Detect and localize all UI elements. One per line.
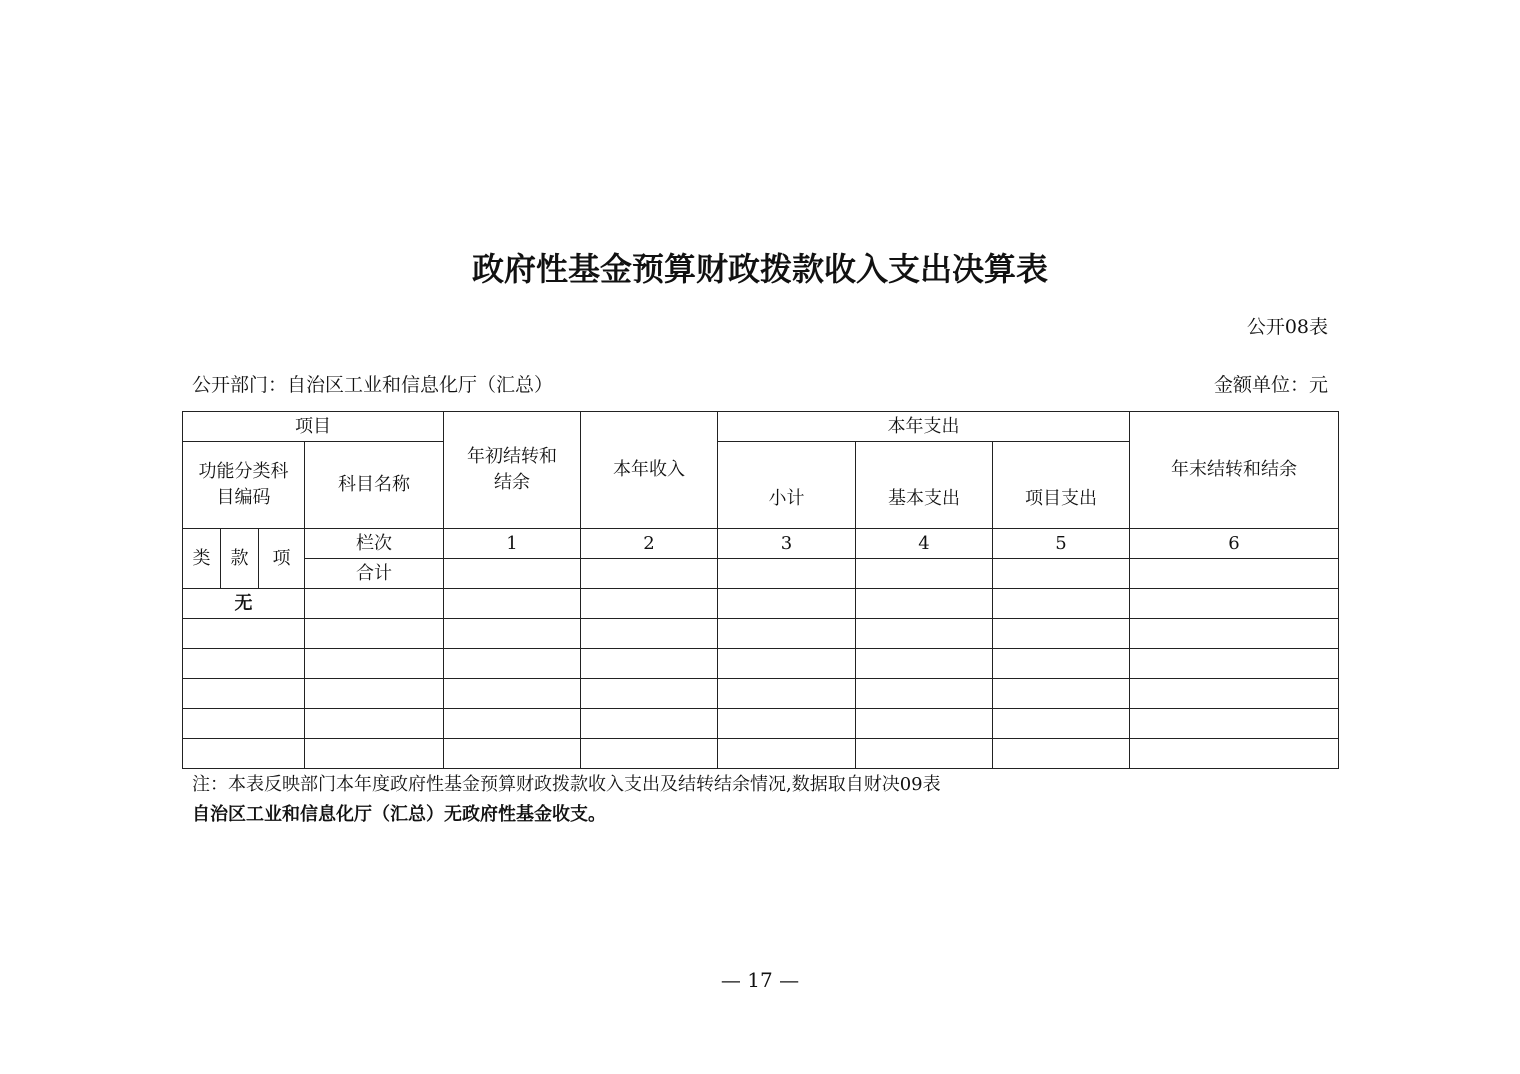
table-cell [856, 709, 993, 739]
table-cell [718, 709, 856, 739]
table-cell [444, 589, 581, 619]
header-kuan: 款 [221, 529, 259, 589]
table-cell [718, 589, 856, 619]
row-name [305, 679, 444, 709]
table-cell [856, 679, 993, 709]
header-func-code: 功能分类科目编码 [183, 442, 305, 529]
table-cell [581, 679, 718, 709]
table-cell [718, 649, 856, 679]
table-cell [444, 619, 581, 649]
table-cell [856, 559, 993, 589]
column-number-label: 栏次 [305, 529, 444, 559]
row-code [183, 619, 305, 649]
total-row [183, 559, 1339, 589]
table-cell [1130, 679, 1339, 709]
header-xiang: 项 [259, 529, 305, 589]
table-cell [993, 649, 1130, 679]
row-name [305, 739, 444, 769]
table-cell [993, 619, 1130, 649]
fund-table [182, 411, 1339, 769]
table-row [183, 709, 1339, 739]
table-cell [856, 589, 993, 619]
table-note: 注：本表反映部门本年度政府性基金预算财政拨款收入支出及结转结余情况,数据取自财决09表 [192, 774, 941, 795]
table-cell [1130, 559, 1339, 589]
table-cell [1130, 739, 1339, 769]
table-cell [444, 709, 581, 739]
header-row-1 [183, 412, 1339, 442]
header-project: 项目 [183, 412, 444, 442]
table-cell [1130, 709, 1339, 739]
table-row [183, 679, 1339, 709]
column-number: 2 [581, 529, 718, 559]
table-cell [444, 559, 581, 589]
header-income: 本年收入 [581, 412, 718, 529]
summary-statement: 自治区工业和信息化厅（汇总）无政府性基金收支。 [192, 804, 606, 825]
table-cell [1130, 649, 1339, 679]
table-cell [856, 649, 993, 679]
header-project-expense: 项目支出 [993, 442, 1130, 529]
row-name [305, 649, 444, 679]
table-cell [581, 559, 718, 589]
header-subject-name: 科目名称 [305, 442, 444, 529]
table-cell [856, 739, 993, 769]
table-row [183, 619, 1339, 649]
table-cell [581, 709, 718, 739]
column-number-row [183, 529, 1339, 559]
table-row [183, 739, 1339, 769]
table-cell [444, 649, 581, 679]
table-row [183, 649, 1339, 679]
column-number: 5 [993, 529, 1130, 559]
table-cell [993, 559, 1130, 589]
header-end-balance: 年末结转和结余 [1130, 412, 1339, 529]
total-label: 合计 [305, 559, 444, 589]
header-expense: 本年支出 [718, 412, 1130, 442]
table-cell [718, 679, 856, 709]
table-number: 公开08表 [1246, 316, 1328, 338]
page-title: 政府性基金预算财政拨款收入支出决算表 [471, 250, 1048, 288]
column-number: 4 [856, 529, 993, 559]
row-code [183, 739, 305, 769]
header-basic-expense: 基本支出 [856, 442, 993, 529]
row-code [183, 649, 305, 679]
table-cell [581, 619, 718, 649]
row-name [305, 589, 444, 619]
table-cell [718, 619, 856, 649]
table-cell [993, 589, 1130, 619]
row-code [183, 679, 305, 709]
table-cell [1130, 619, 1339, 649]
table-cell [444, 679, 581, 709]
table-cell [718, 559, 856, 589]
table-cell [993, 679, 1130, 709]
header-lei: 类 [183, 529, 221, 589]
table-cell [718, 739, 856, 769]
column-number: 6 [1130, 529, 1339, 559]
page-number: — 17 — [720, 968, 800, 992]
table-cell [581, 589, 718, 619]
header-subtotal: 小计 [718, 442, 856, 529]
column-number: 3 [718, 529, 856, 559]
row-code [183, 709, 305, 739]
amount-unit-label: 金额单位：元 [1213, 374, 1328, 396]
table-cell [581, 649, 718, 679]
table-cell [993, 739, 1130, 769]
row-name [305, 619, 444, 649]
table-cell [581, 739, 718, 769]
table-cell [444, 739, 581, 769]
department-label: 公开部门：自治区工业和信息化厅（汇总） [192, 374, 554, 396]
table-cell [993, 709, 1130, 739]
row-name [305, 709, 444, 739]
column-number: 1 [444, 529, 581, 559]
table-row [183, 589, 1339, 619]
header-begin-balance: 年初结转和结余 [444, 412, 581, 529]
table-cell [1130, 589, 1339, 619]
table-cell [856, 619, 993, 649]
row-code: 无 [183, 589, 305, 619]
